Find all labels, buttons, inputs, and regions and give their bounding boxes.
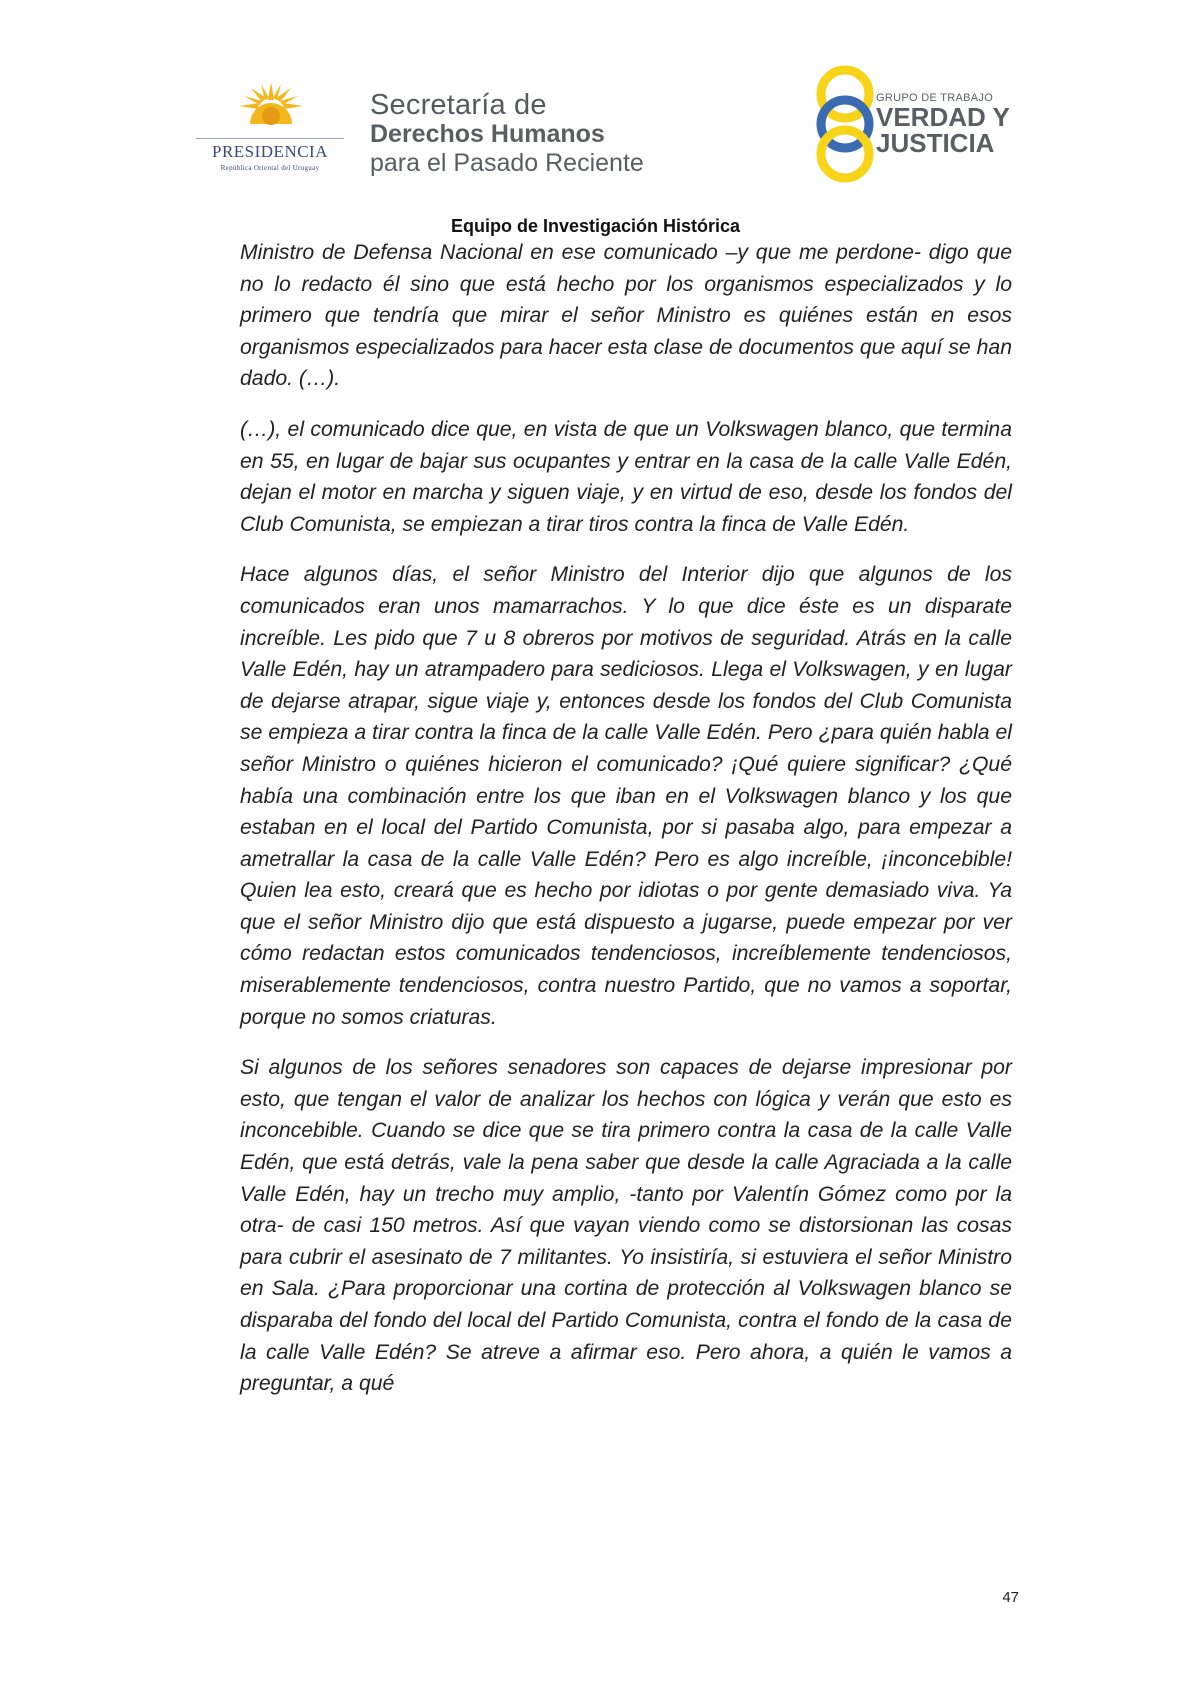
presidencia-rule bbox=[196, 138, 344, 139]
vj-line3: JUSTICIA bbox=[876, 128, 995, 158]
document-header bbox=[0, 0, 1191, 205]
paragraph: Ministro de Defensa Nacional en ese comunicado –y que me perdone- digo que no lo redacto él sino que está hecho por los organismos especializados y lo primero que tendría que mirar el señor Ministro es quiénes están en esos organismos especializados para hacer esta clase de documentos que aquí se han dado. (…). bbox=[240, 241, 1012, 391]
vj-line1: GRUPO DE TRABAJO bbox=[876, 92, 994, 104]
secretaria-line1: Secretaría de bbox=[370, 89, 547, 121]
secretaria-line3: para el Pasado Reciente bbox=[370, 149, 644, 177]
presidencia-logo bbox=[196, 80, 344, 180]
page-title: Equipo de Investigación Histórica bbox=[450, 216, 741, 236]
verdad-justicia-text bbox=[876, 92, 1010, 156]
document-body bbox=[240, 237, 1012, 1419]
paragraph: (…), el comunicado dice que, en vista de que un Volkswagen blanco, que termina en 55, en lugar de bajar sus ocupantes y entrar en la casa de la calle Valle Edén, dejan el motor en marcha y siguen viaje, y en virtud de eso, desde los fondos del Club Comunista, se empiezan a tirar tiros contra la finca de Valle Edén. bbox=[240, 417, 1012, 536]
presidencia-subtitle: República Oriental del Uruguay bbox=[220, 164, 320, 172]
paragraph: Si algunos de los señores senadores son capaces de dejarse impresionar por esto, que tengan el valor de analizar los hechos con lógica y verán que esto es inconcebible. Cuando se dice que se tira primero contra la casa de la calle Valle Edén, que está detrás, vale la pena saber que desde la calle Agraciada a la calle Valle Edén, hay un trecho muy amplio, -tanto por Valentín Gómez como por la otra- de casi 150 metros. Así que vayan viendo como se distorsionan las cosas para cubrir el asesinato de 7 militantes. Yo insistiría, si estuviera el señor Ministro en Sala. ¿Para proporcionar una cortina de protección al Volkswagen blanco se disparaba del fondo del local del Partido Comunista, contra el fondo de la casa de la calle Valle Edén? Se atreve a afirmar eso. Pero ahora, a quién le vamos a preguntar, a qué bbox=[240, 1056, 1012, 1396]
secretaria-line2: Derechos Humanos bbox=[370, 120, 605, 148]
vj-line2: VERDAD Y bbox=[876, 102, 1010, 132]
secretaria-logo-text bbox=[370, 90, 644, 178]
sun-icon bbox=[236, 80, 306, 140]
paragraph: Hace algunos días, el señor Ministro del Interior dijo que algunos de los comunicados eran unos mamarrachos. Y lo que dice éste es un disparate increíble. Les pido que 7 u 8 obreros por motivos de seguridad. Atrás en la calle Valle Edén, hay un atrampadero para sediciosos. Llega el Volkswagen, y en lugar de dejarse atrapar, sigue viaje y, entonces desde los fondos del Club Comunista se empieza a tirar contra la finca de la calle Valle Edén. Pero ¿para quién habla el señor Ministro o quiénes hicieron el comunicado? ¡Qué quiere significar? ¿Qué había una combinación entre los que iban en el Volkswagen blanco y los que estaban en el local del Partido Comunista, por si pasaba algo, para empezar a ametrallar la casa de la calle Valle Edén? Pero es algo increíble, ¡inconcebible! Quien lea esto, creará que es hecho por idiotas o por gente demasiado viva. Ya que el señor Ministro dijo que está dispuesto a jugarse, puede empezar por ver cómo redactan estos comunicados tendenciosos, increíblemente tendenciosos, miserablemente tendenciosos, contra nuestro Partido, que no vamos a soportar, porque no somos criaturas. bbox=[240, 563, 1012, 1029]
presidencia-title: PRESIDENCIA bbox=[211, 142, 328, 161]
page-number: 47 bbox=[1002, 1589, 1019, 1606]
